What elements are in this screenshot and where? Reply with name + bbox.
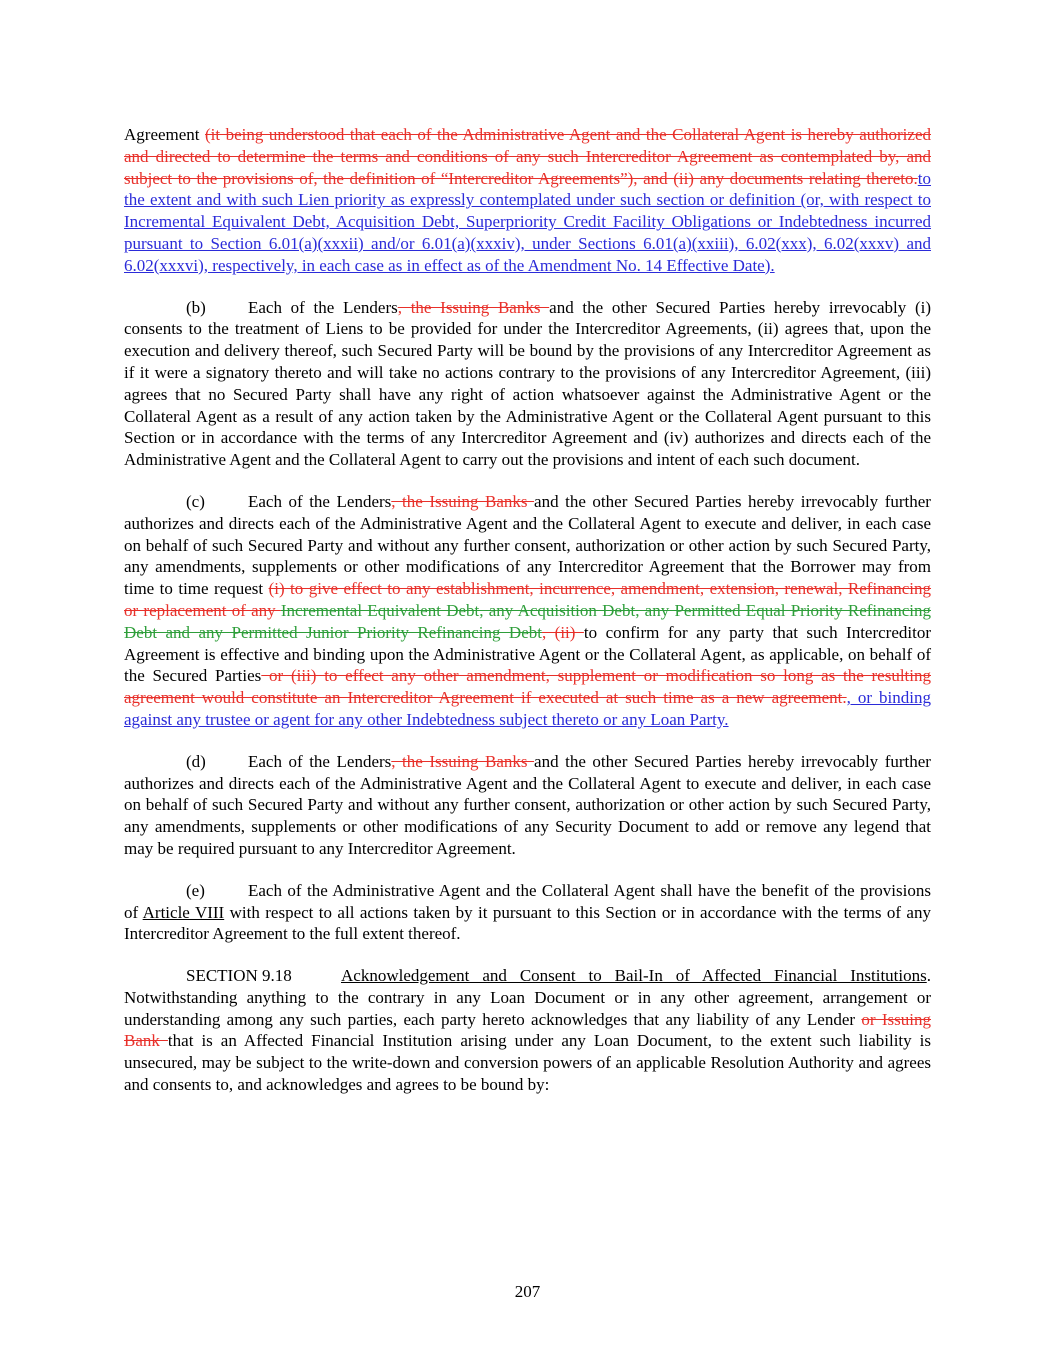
- text: to confirm for any party that such Intercreditor Agreement is effective and binding upon the Administrative Agent or the Collateral Agent, as applicable, on behalf of the Secured Parties: [124, 622, 931, 686]
- document-page: [124, 124, 931, 1116]
- text: and the other Secured Parties hereby irrevocably further authorizes and directs each of the Administrative Agent and the Collateral Agent to execute and deliver, in each case on behalf of such Secured Party and without any further consent, authorization or other action by such Secured Party, any amendments, supplements or other modifications of any Security Document to add or remove any legend that may be required pursuant to any Intercreditor Agreement.: [124, 751, 931, 858]
- text: and the other Secured Parties hereby irrevocably (i) consents to the treatment of Liens to be provided for under the Intercreditor Agreements, (ii) agrees that, upon the execution and delivery thereof, such Secured Party will be bound by the provisions of any Intercreditor Agreement as if it were a signatory thereto and will take no actions contrary to the provisions of any Intercreditor Agreement, (iii) agrees that no Secured Party shall have any right of action whatsoever against the Administrative Agent or the Collateral Agent as a result of any action taken by the Administrative Agent or the Collateral Agent pursuant to this Section or in accordance with the terms of any Intercreditor Agreement and (iv) authorizes and directs each of the Administrative Agent and the Collateral Agent to carry out the provisions and intent of each such document.: [124, 297, 931, 470]
- paragraph-label: (c): [186, 491, 205, 511]
- page-number: 207: [514, 1282, 541, 1301]
- text: . Notwithstanding anything to the contrary in any Loan Document or in any other agreement, arrangement or understanding among any such parties, each party hereto acknowledges that any liability of any Lender: [124, 966, 931, 1029]
- paragraph-continuation: [124, 124, 931, 277]
- paragraph-b: [124, 297, 931, 471]
- text: Each of the Lenders: [248, 491, 392, 511]
- paragraph-d: [124, 751, 931, 860]
- article-reference: Article VIII: [142, 902, 225, 922]
- paragraph-label: (b): [186, 297, 206, 317]
- text: Each of the Lenders: [248, 751, 392, 771]
- paragraph-c: [124, 491, 931, 731]
- section-9-18: [124, 965, 931, 1096]
- deleted-text: , the Issuing Banks: [397, 297, 550, 317]
- paragraph-label: (e): [186, 880, 205, 900]
- paragraph-e: [124, 880, 931, 945]
- text: that is an Affected Financial Institution arising under any Loan Document, to the extent such liability is unsecured, may be subject to the write-down and conversion powers of an applicable Resolution Authority and agrees and consents to, and acknowledges and agrees to be bound by:: [124, 1031, 932, 1095]
- deleted-text: or Issuing Bank: [124, 1009, 931, 1051]
- deleted-text: , (ii): [541, 622, 584, 642]
- deleted-text: , the Issuing Banks: [391, 751, 535, 771]
- text: and the other Secured Parties hereby irrevocably further authorizes and directs each of the Administrative Agent and the Collateral Agent to execute and deliver, in each case on behalf of such Secured Party and without any further consent, authorization or other action by such Secured Party, any amendments, supplements or other modifications of any Intercreditor Agreement that the Borrower may from time to time request: [124, 491, 931, 599]
- text: Each of the Administrative Agent and the Collateral Agent shall have the benefit of the provisions of: [124, 880, 931, 922]
- deleted-text: (it being understood that each of the Administrative Agent and the Collateral Agent is hereby authorized and directed to determine the terms and conditions of any such Intercreditor Agreement as contemplated by, and subject to the provisions of, the definition of “Intercreditor Agreements”), and (ii) any documents relating thereto.: [124, 125, 931, 188]
- inserted-text: to the extent and with such Lien priority as expressly contemplated under such section or definition (or, with respect to Incremental Equivalent Debt, Acquisition Debt, Superpriority Credit Facility Obligations or Indebtedness incurred pursuant to Section 6.01(a)(xxxii) and/or 6.01(a)(xxxiv), under Sections 6.01(a)(xxiii), 6.02(xxx), 6.02(xxxv) and 6.02(xxxvi), respectively, in each case as in effect as of the Amendment No. 14 Effective Date).: [124, 168, 931, 275]
- deleted-text: (i) to give effect to any establishment, incurrence, amendment, extension, renewal, Refinancing or replacement of any: [124, 579, 932, 620]
- paragraph-label: (d): [186, 751, 206, 771]
- moved-deleted-text: Incremental Equivalent Debt, any Acquisition Debt, any Permitted Equal Priority Refinancing Debt and any Permitted Junior Priority Refinancing Debt: [124, 600, 931, 642]
- deleted-text: , the Issuing Banks: [391, 491, 535, 511]
- text: with respect to all actions taken by it pursuant to this Section or in accordance with the terms of any Intercreditor Agreement to the full extent thereof.: [124, 902, 931, 944]
- text: Agreement: [124, 125, 205, 144]
- inserted-text: , or binding against any trustee or agent for any other Indebtedness subject thereto or any Loan Party.: [124, 688, 932, 729]
- text: Each of the Lenders: [248, 297, 398, 317]
- deleted-text: or (iii) to effect any other amendment, supplement or modification so long as the resulting agreement would constitute an Intercreditor Agreement if executed at such time as a new agreement.: [124, 666, 931, 708]
- section-label: SECTION 9.18: [186, 966, 292, 986]
- section-title: Acknowledgement and Consent to Bail-In of Affected Financial Institutions: [341, 966, 927, 986]
